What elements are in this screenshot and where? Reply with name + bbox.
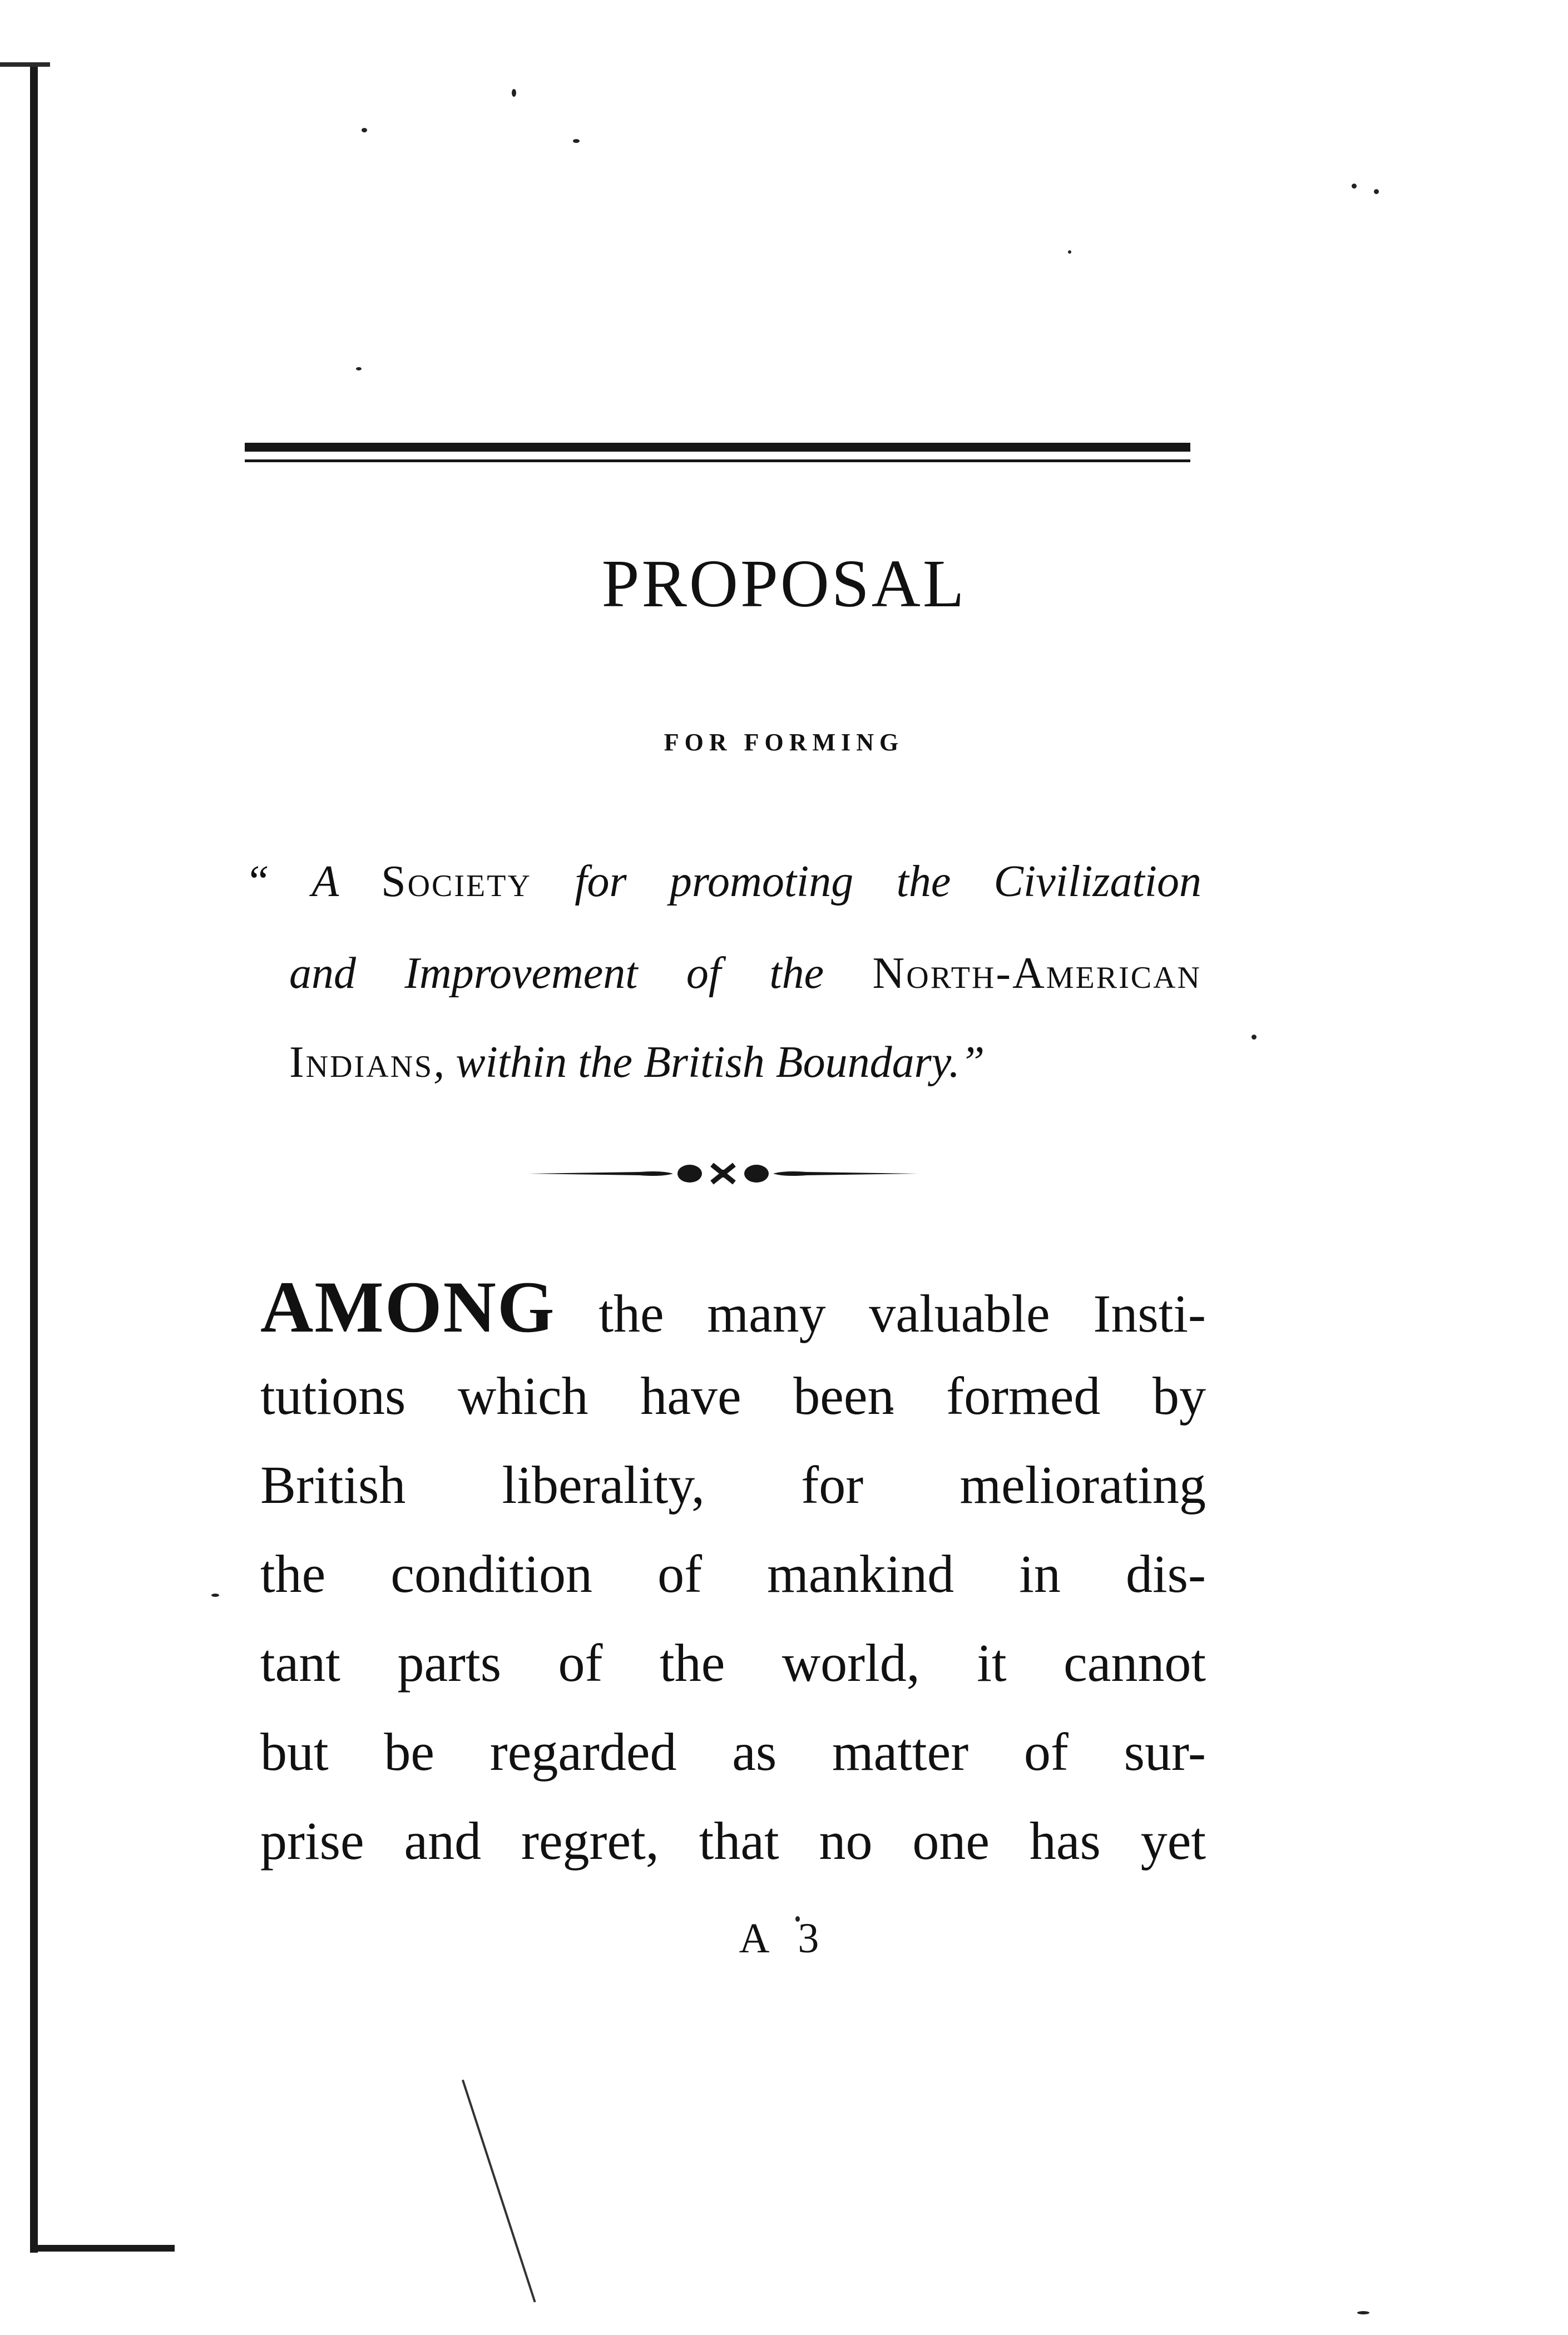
quote-line-2 [289,943,1201,1004]
body-line-2: tutions which have been formed by [260,1366,1206,1426]
speck [356,367,362,370]
ornament-divider [528,1157,918,1190]
speck [211,1594,219,1597]
speck [1068,250,1071,254]
quote-segment: for promoting the Civilization [531,857,1202,906]
speck [1374,189,1379,194]
quote-line-1 [245,851,1201,912]
quote-segment: North-American [872,949,1201,998]
quote-segment: “ A [245,857,382,906]
speck [362,128,367,132]
page-title: PROPOSAL [601,546,967,621]
binding-top-edge [0,62,50,67]
quote-segment: Society [381,857,532,906]
signature-mark: A 3 [739,1915,829,1962]
scan-stroke [462,2080,536,2303]
body-line-1 [260,1266,1206,1348]
head-rule [245,443,1190,452]
body-line-3: British liberality, for meliorating [260,1455,1206,1515]
speck [1252,1035,1257,1040]
quote-line-3 [289,1032,985,1093]
body-line-7: prise and regret, that no one has yet [260,1811,1206,1871]
speck [1352,184,1357,189]
quote-segment: , within the British Boundary.” [433,1038,985,1087]
binding-foot-edge [30,2245,175,2252]
body-text: the many valuable Insti- [555,1284,1206,1343]
quote-segment: Indians [289,1038,434,1087]
speck [512,89,516,97]
body-line-5: tant parts of the world, it cannot [260,1633,1206,1693]
speck [573,139,580,143]
speck [1357,2311,1369,2314]
quote-segment: and Improvement of the [289,949,873,998]
head-rule-thin [245,459,1190,462]
body-line-4: the condition of mankind in dis- [260,1544,1206,1604]
body-line-6: but be regarded as matter of sur- [260,1722,1206,1782]
page-subtitle: FOR FORMING [664,729,904,756]
drop-cap-word: AMONG [260,1266,556,1348]
